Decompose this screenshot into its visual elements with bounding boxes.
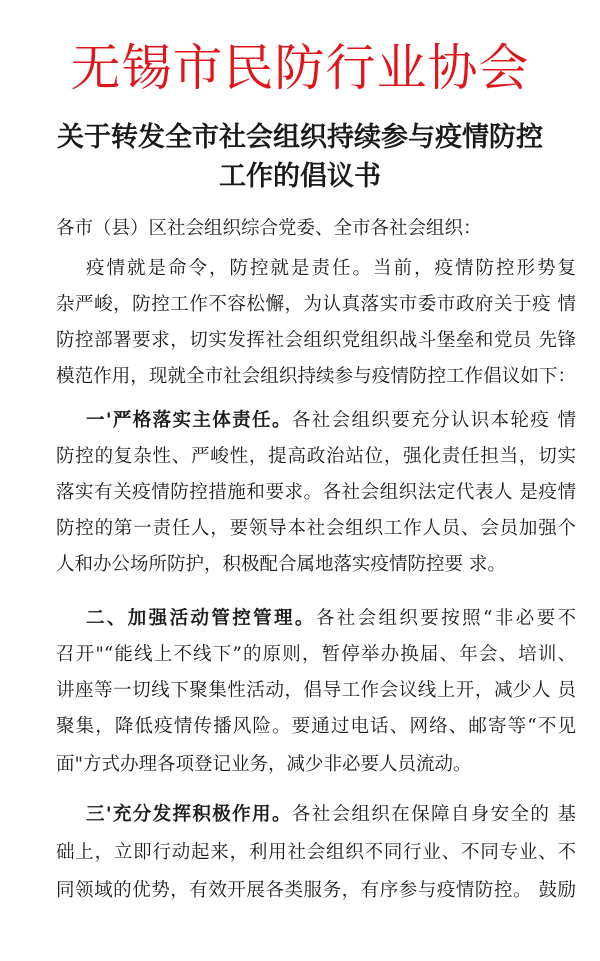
paragraph-line: 召开"“能线上不线下”的原则，暂停举办换届、年会、培训、 — [56, 644, 576, 665]
paragraph-line: 讲座等一切线下聚集性活动，倡导工作会议线上开，减少人 员 — [56, 680, 576, 701]
paragraph-line: 落实有关疫情防控措施和要求。各社会组织法定代表人 是疫情 — [56, 482, 576, 503]
paragraph-line: 防控的复杂性、严峻性，提高政治站位，强化责任担当，切实 — [56, 446, 576, 467]
paragraph-line — [86, 800, 576, 830]
paragraph-line: 防控的第一责任人，要领导本社会组织工作人员、会员加强个 — [56, 518, 576, 539]
paragraph-line: 聚集，降低疫情传播风险。要通过电话、网络、邮寄等“不见 — [56, 716, 576, 737]
section-heading: 二、加强活动管控管理。 — [86, 608, 316, 629]
paragraph-line: 模范作用，现就全市社会组织持续参与疫情防控工作倡议如下： — [56, 366, 576, 387]
section-heading: 一'严格落实主体责任。 — [86, 410, 292, 431]
salutation: 各市（县）区社会组织综合党委、全市各社会组织： — [56, 218, 482, 239]
document-title-line-1: 关于转发全市社会组织持续参与疫情防控 — [57, 122, 543, 153]
section-heading: 三'充分发挥积极作用。 — [86, 804, 292, 825]
paragraph-line: 杂严峻，防控工作不容松懈，为认真落实市委市政府关于疫 情 — [56, 294, 576, 315]
paragraph-line: 防控部署要求，切实发挥社会组织党组织战斗堡垒和党员 先锋 — [56, 330, 576, 351]
paragraph-text: 各社会组织在保障自身安全的 基 — [291, 804, 576, 825]
paragraph-line: 同领域的优势，有效开展各类服务，有序参与疫情防控。 鼓励 — [56, 880, 576, 901]
paragraph-line: 人和办公场所防护，积极配合属地落实疫情防控要 求。 — [56, 554, 506, 575]
paragraph-line: 疫情就是命令，防控就是责任。当前，疫情防控形势复 — [86, 258, 576, 279]
paragraph-text: 各社会组织要按照“非必要不 — [315, 608, 576, 629]
paragraph-text: 各社会组织要充分认识本轮疫 情 — [291, 410, 576, 431]
org-header: 无锡市民防行业协会 — [70, 39, 530, 97]
paragraph-line: 础上，立即行动起来，利用社会组织不同行业、不同专业、不 — [56, 842, 576, 863]
paragraph-line: 面"方式办理各项登记业务，减少非必要人员流动。 — [56, 754, 472, 775]
document-title-line-2: 工作的倡议书 — [219, 161, 381, 192]
paragraph-line — [86, 406, 576, 436]
paragraph-line — [86, 604, 576, 634]
